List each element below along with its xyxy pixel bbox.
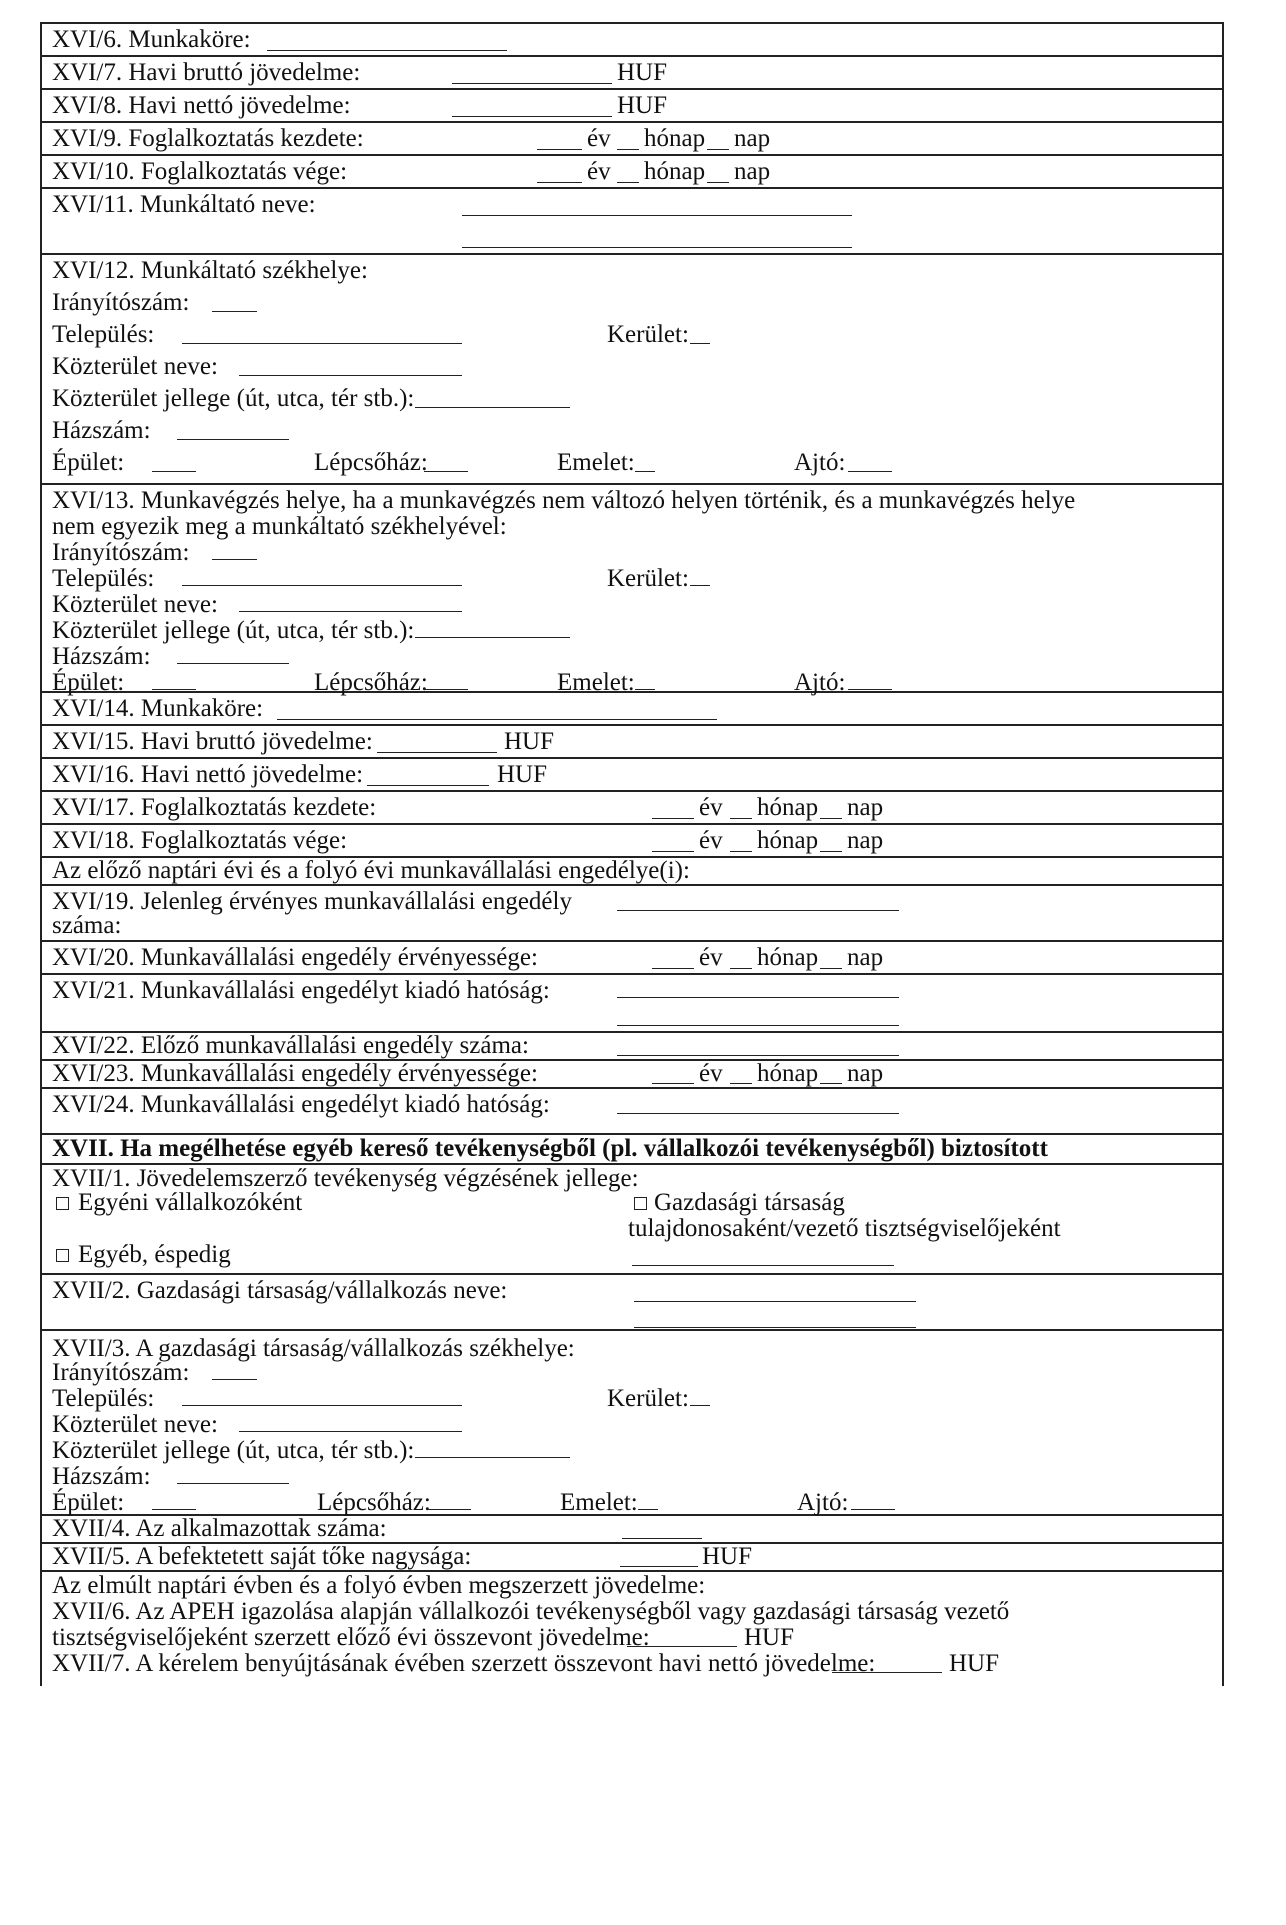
field-kozterulet-jellege[interactable] — [415, 637, 570, 638]
field-munkakore-2[interactable] — [277, 719, 717, 720]
field-telepules[interactable] — [182, 1405, 462, 1406]
huf-label: HUF — [744, 1624, 795, 1651]
row-xvi7 — [42, 57, 1222, 90]
row-xvi15 — [42, 726, 1222, 759]
field-havi-netto[interactable] — [832, 1672, 942, 1673]
kerulet-label: Kerület: — [607, 1385, 689, 1412]
row-xvii1 — [42, 1165, 1222, 1275]
field-tarsasag-neve-1[interactable] — [634, 1301, 916, 1302]
label-xvi24: XVI/24. Munkavállalási engedélyt kiadó hatóság: — [52, 1091, 550, 1118]
row-xvi23 — [42, 1061, 1222, 1089]
row-xvi20 — [42, 942, 1222, 975]
field-kozterulet-jellege[interactable] — [415, 1457, 570, 1458]
lepcsohaz-label: Lépcsőház: — [314, 449, 428, 476]
row-income — [42, 1572, 1222, 1684]
huf-label: HUF — [617, 92, 668, 119]
label-gazdasagi-2: tulajdonosaként/vezető tisztségviselőjeként — [628, 1215, 1061, 1242]
label-xvi16: XVI/16. Havi nettó jövedelme: — [52, 761, 364, 788]
field-iranyitoszam[interactable] — [212, 559, 257, 560]
field-hazszam[interactable] — [177, 663, 289, 664]
field-kozterulet-neve[interactable] — [239, 1431, 462, 1432]
frame-edge-right — [1222, 1672, 1224, 1686]
label-xvi11: XVI/11. Munkáltató neve: — [52, 191, 316, 218]
field-honap[interactable] — [730, 968, 752, 969]
label-xvi12: XVI/12. Munkáltató székhelye: — [52, 257, 368, 284]
field-kozterulet-neve[interactable] — [239, 611, 462, 612]
hazszam-label: Házszám: — [52, 1463, 151, 1490]
field-munkaltato-neve-2[interactable] — [462, 247, 852, 248]
label-income-intro: Az elmúlt naptári évben és a folyó évben megszerzett jövedelme: — [52, 1572, 706, 1599]
kozterulet-neve-label: Közterület neve: — [52, 353, 218, 380]
field-munkakore[interactable] — [267, 50, 507, 51]
row-xvi11 — [42, 189, 1222, 255]
iranyitoszam-label: Irányítószám: — [52, 1359, 190, 1386]
field-honap[interactable] — [617, 182, 639, 183]
field-lepcsohaz[interactable] — [424, 689, 468, 690]
field-emelet[interactable] — [638, 1509, 658, 1510]
field-honap[interactable] — [730, 1083, 752, 1084]
emelet-label: Emelet: — [560, 1489, 638, 1516]
label-xvi7: XVI/7. Havi bruttó jövedelme: — [52, 59, 361, 86]
row-xvi14 — [42, 693, 1222, 726]
field-ev[interactable] — [652, 818, 694, 819]
label-xvi23: XVI/23. Munkavállalási engedély érvényessége: — [52, 1060, 538, 1087]
kozterulet-neve-label: Közterület neve: — [52, 591, 218, 618]
label-prev-permits: Az előző naptári évi és a folyó évi munkavállalási engedélye(i): — [52, 857, 690, 884]
telepules-label: Település: — [52, 321, 155, 348]
label-egyeni: Egyéni vállalkozóként — [78, 1189, 303, 1216]
field-ev[interactable] — [652, 851, 694, 852]
label-xvi10: XVI/10. Foglalkoztatás vége: — [52, 158, 348, 185]
field-kozterulet-jellege[interactable] — [415, 407, 570, 408]
honap-label: hónap — [644, 158, 706, 185]
label-xvi8: XVI/8. Havi nettó jövedelme: — [52, 92, 351, 119]
label-xvii6: XVII/6. Az APEH igazolása alapján vállalkozói tevékenységből vagy gazdasági társaság vezető — [52, 1598, 1010, 1625]
label-xvi17: XVI/17. Foglalkoztatás kezdete: — [52, 794, 377, 821]
field-engedely-szama[interactable] — [617, 910, 899, 911]
field-ajto[interactable] — [851, 1509, 895, 1510]
field-ev[interactable] — [652, 968, 694, 969]
ev-label: év — [699, 944, 723, 971]
field-netto-2[interactable] — [367, 785, 489, 786]
label-xvi9: XVI/9. Foglalkoztatás kezdete: — [52, 125, 364, 152]
label-xvii4: XVII/4. Az alkalmazottak száma: — [52, 1515, 387, 1542]
label-xvi18: XVI/18. Foglalkoztatás vége: — [52, 827, 348, 854]
label-xvii3: XVII/3. A gazdasági társaság/vállalkozás székhelye: — [52, 1335, 575, 1362]
row-xvi16 — [42, 759, 1222, 792]
field-honap[interactable] — [617, 149, 639, 150]
field-kerulet[interactable] — [690, 343, 710, 344]
field-egyeb[interactable] — [632, 1265, 894, 1266]
row-xvi19 — [42, 886, 1222, 942]
nap-label: nap — [847, 1060, 884, 1087]
field-osszevont-jovedelem[interactable] — [627, 1646, 737, 1647]
huf-label: HUF — [617, 59, 668, 86]
label-xvi13-cont: nem egyezik meg a munkáltató székhelyével: — [52, 513, 507, 540]
label-xvi6: XVI/6. Munkaköre: — [52, 26, 251, 53]
field-telepules[interactable] — [182, 585, 462, 586]
field-ev[interactable] — [652, 1083, 694, 1084]
emelet-label: Emelet: — [557, 669, 635, 696]
field-kerulet[interactable] — [690, 585, 710, 586]
kozterulet-jellege-label: Közterület jellege (út, utca, tér stb.): — [52, 385, 415, 412]
field-honap[interactable] — [730, 851, 752, 852]
field-netto[interactable] — [452, 116, 612, 117]
field-munkaltato-neve-1[interactable] — [462, 215, 852, 216]
row-xvi13 — [42, 485, 1222, 696]
form-page — [40, 22, 1224, 1684]
field-nap[interactable] — [820, 818, 842, 819]
row-xvi22 — [42, 1033, 1222, 1061]
field-emelet[interactable] — [635, 471, 655, 472]
field-emelet[interactable] — [635, 689, 655, 690]
epulet-label: Épület: — [52, 1489, 125, 1516]
field-kiado-hatosag-2[interactable] — [617, 1025, 899, 1026]
checkbox-egyeni[interactable] — [56, 1197, 69, 1210]
field-ajto[interactable] — [848, 689, 892, 690]
huf-label: HUF — [497, 761, 548, 788]
field-brutto-2[interactable] — [377, 752, 497, 753]
label-egyeb: Egyéb, éspedig — [78, 1241, 231, 1268]
label-xvi19: XVI/19. Jelenleg érvényes munkavállalási engedély — [52, 888, 572, 915]
epulet-label: Épület: — [52, 449, 125, 476]
kerulet-label: Kerület: — [607, 321, 689, 348]
label-xvi13: XVI/13. Munkavégzés helye, ha a munkavégzés nem változó helyen történik, és a munkavégzés helye — [52, 487, 1076, 514]
row-xvi17 — [42, 792, 1222, 825]
row-xvi8 — [42, 90, 1222, 123]
field-iranyitoszam[interactable] — [212, 1379, 257, 1380]
label-xvii6-cont: tisztségviselőjeként szerzett előző évi összevont jövedelme: — [52, 1624, 650, 1651]
label-xvii1: XVII/1. Jövedelemszerző tevékenység végzésének jellege: — [52, 1165, 639, 1192]
field-ajto[interactable] — [848, 471, 892, 472]
field-ev[interactable] — [537, 149, 582, 150]
field-honap[interactable] — [730, 818, 752, 819]
row-xvi6 — [42, 24, 1222, 57]
label-xvii: XVII. Ha megélhetése egyéb kereső tevékenységből (pl. vállalkozói tevékenységből) biztosított — [52, 1135, 1048, 1162]
label-xvi20: XVI/20. Munkavállalási engedély érvényessége: — [52, 944, 538, 971]
kozterulet-jellege-label: Közterület jellege (út, utca, tér stb.): — [52, 1437, 415, 1464]
field-epulet[interactable] — [152, 471, 196, 472]
row-xvi21 — [42, 975, 1222, 1033]
ajto-label: Ajtó: — [794, 669, 846, 696]
field-tarsasag-neve-2[interactable] — [634, 1327, 916, 1328]
telepules-label: Település: — [52, 1385, 155, 1412]
row-xvi24 — [42, 1089, 1222, 1135]
field-epulet[interactable] — [152, 689, 196, 690]
ev-label: év — [587, 158, 611, 185]
label-xvii2: XVII/2. Gazdasági társaság/vállalkozás neve: — [52, 1277, 508, 1304]
lepcsohaz-label: Lépcsőház: — [314, 669, 428, 696]
field-nap[interactable] — [820, 968, 842, 969]
nap-label: nap — [847, 827, 884, 854]
nap-label: nap — [734, 158, 771, 185]
row-xvi9 — [42, 123, 1222, 156]
field-iranyitoszam[interactable] — [212, 311, 257, 312]
field-brutto[interactable] — [452, 83, 612, 84]
iranyitoszam-label: Irányítószám: — [52, 289, 190, 316]
label-xvii5: XVII/5. A befektetett saját tőke nagysága: — [52, 1543, 472, 1570]
field-nap[interactable] — [707, 182, 729, 183]
row-prev-permits — [42, 858, 1222, 886]
honap-label: hónap — [757, 944, 819, 971]
field-nap[interactable] — [707, 149, 729, 150]
ev-label: év — [699, 794, 723, 821]
label-xvi15: XVI/15. Havi bruttó jövedelme: — [52, 728, 373, 755]
hazszam-label: Házszám: — [52, 417, 151, 444]
lepcsohaz-label: Lépcsőház: — [317, 1489, 431, 1516]
label-xvi14: XVI/14. Munkaköre: — [52, 695, 264, 722]
ajto-label: Ajtó: — [794, 449, 846, 476]
nap-label: nap — [847, 944, 884, 971]
field-elozo-engedely[interactable] — [617, 1055, 899, 1056]
ev-label: év — [587, 125, 611, 152]
label-xvi21: XVI/21. Munkavállalási engedélyt kiadó hatóság: — [52, 977, 550, 1004]
kerulet-label: Kerület: — [607, 565, 689, 592]
label-xvi19-cont: száma: — [52, 912, 122, 939]
row-xvii2 — [42, 1275, 1222, 1331]
huf-label: HUF — [702, 1543, 753, 1570]
field-kozterulet-neve[interactable] — [239, 375, 462, 376]
row-xvi12 — [42, 255, 1222, 485]
row-xvi10 — [42, 156, 1222, 189]
field-lepcsohaz[interactable] — [427, 1509, 471, 1510]
kozterulet-neve-label: Közterület neve: — [52, 1411, 218, 1438]
field-hazszam[interactable] — [177, 439, 289, 440]
iranyitoszam-label: Irányítószám: — [52, 539, 190, 566]
label-xvii7: XVII/7. A kérelem benyújtásának évében szerzett összevont havi nettó jövedelme: — [52, 1650, 876, 1677]
ev-label: év — [699, 1060, 723, 1087]
honap-label: hónap — [757, 794, 819, 821]
checkbox-egyeb[interactable] — [56, 1249, 69, 1262]
huf-label: HUF — [504, 728, 555, 755]
frame-edge-left — [40, 1672, 42, 1686]
row-xvii4 — [42, 1516, 1222, 1544]
field-hazszam[interactable] — [177, 1483, 289, 1484]
field-telepules[interactable] — [182, 343, 462, 344]
telepules-label: Település: — [52, 565, 155, 592]
field-epulet[interactable] — [152, 1509, 196, 1510]
section-xvii-title — [42, 1135, 1222, 1165]
hazszam-label: Házszám: — [52, 643, 151, 670]
row-xvi18 — [42, 825, 1222, 858]
field-alkalmazottak[interactable] — [622, 1538, 702, 1539]
honap-label: hónap — [644, 125, 706, 152]
nap-label: nap — [734, 125, 771, 152]
field-lepcsohaz[interactable] — [424, 471, 468, 472]
kozterulet-jellege-label: Közterület jellege (út, utca, tér stb.): — [52, 617, 415, 644]
emelet-label: Emelet: — [557, 449, 635, 476]
checkbox-gazdasagi[interactable] — [634, 1197, 647, 1210]
field-nap[interactable] — [820, 851, 842, 852]
field-sajat-toke[interactable] — [620, 1566, 698, 1567]
label-xvi22: XVI/22. Előző munkavállalási engedély száma: — [52, 1032, 529, 1059]
row-xvii5 — [42, 1544, 1222, 1572]
honap-label: hónap — [757, 1060, 819, 1087]
field-nap[interactable] — [820, 1083, 842, 1084]
ajto-label: Ajtó: — [797, 1489, 849, 1516]
field-kiado-hatosag-1[interactable] — [617, 997, 899, 998]
ev-label: év — [699, 827, 723, 854]
field-ev[interactable] — [537, 182, 582, 183]
field-kerulet[interactable] — [690, 1405, 710, 1406]
honap-label: hónap — [757, 827, 819, 854]
row-xvii3 — [42, 1331, 1222, 1516]
epulet-label: Épület: — [52, 669, 125, 696]
nap-label: nap — [847, 794, 884, 821]
field-kiado-hatosag-3[interactable] — [617, 1113, 899, 1114]
label-gazdasagi-1: Gazdasági társaság — [654, 1189, 845, 1216]
huf-label: HUF — [949, 1650, 1000, 1677]
